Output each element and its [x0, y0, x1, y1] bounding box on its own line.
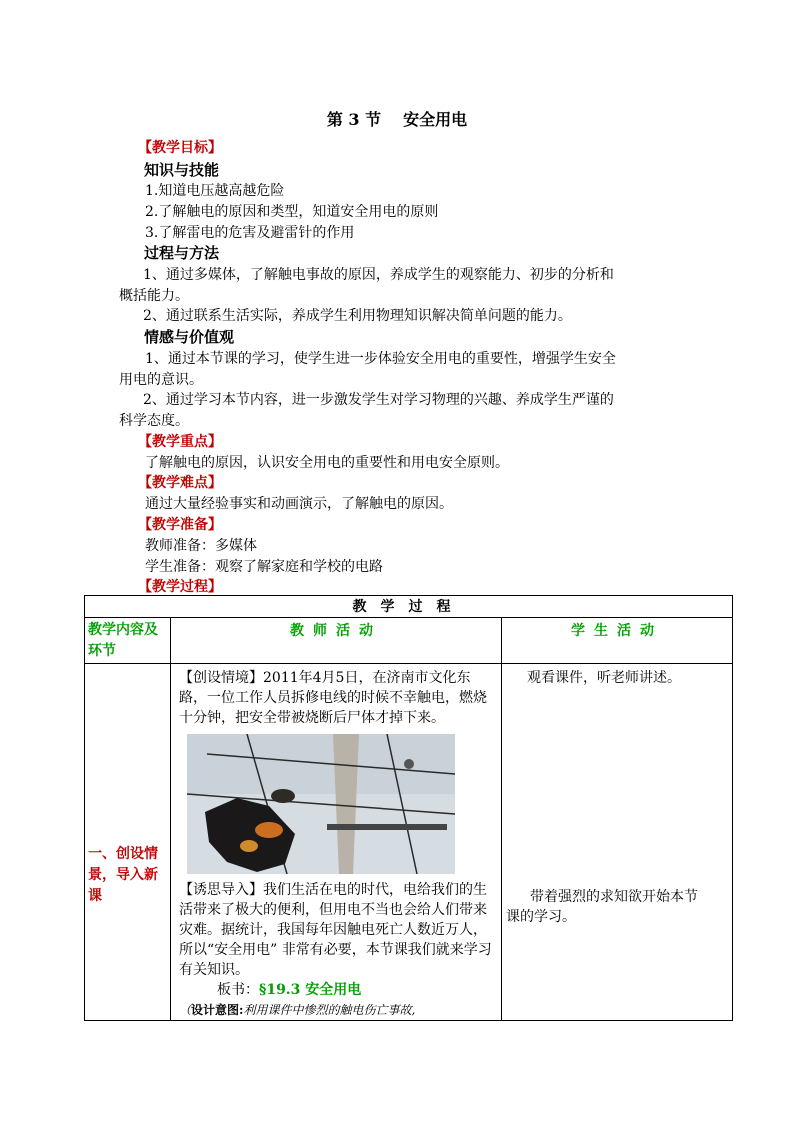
scenario-text: 【创设情境】2011年4月5日，在济南市文化东路，一位工作人员拆修电线的时候不幸触电，燃烧十分钟，把安全带被烧断后尸体才掉下来。: [179, 670, 487, 726]
preparation-heading: 【教学准备】: [138, 517, 222, 533]
knowledge-heading: 知识与技能: [144, 161, 220, 179]
process-section-heading: 【教学过程】: [138, 579, 222, 595]
difficulties-text: 通过大量经验事实和动画演示，了解触电的原因。: [145, 496, 453, 512]
table-title: 教学过程: [85, 596, 733, 618]
student-activity-cell: [502, 664, 733, 1021]
process-para-1-line-2: 概括能力。: [119, 288, 189, 304]
photo-insulator: [404, 759, 414, 769]
col-header-student: 学生活动: [502, 618, 733, 664]
col-header-teacher: 教师活动: [171, 618, 502, 664]
process-para-2: 2、通过联系生活实际，养成学生利用物理知识解决简单问题的能力。: [143, 308, 572, 324]
stage-label: 一、创设情景，导入新课: [85, 664, 171, 1021]
design-intent-line: （设计意图:利用课件中惨烈的触电伤亡事故,: [179, 1003, 416, 1017]
preparation-teacher: 教师准备：多媒体: [145, 538, 257, 554]
photo-sky-upper: [187, 734, 455, 794]
preparation-student: 学生准备：观察了解家庭和学校的电路: [145, 559, 383, 575]
key-points-text: 了解触电的原因，认识安全用电的重要性和用电安全原则。: [145, 455, 509, 471]
knowledge-item-2: 2.了解触电的原因和类型，知道安全用电的原则: [145, 204, 439, 220]
student-activity-1: 观看课件，听老师讲述。: [527, 670, 681, 686]
photo-worker-head: [271, 789, 295, 803]
guide-text: 【诱思导入】我们生活在电的时代，电给我们的生活带来了极大的便利，但用电不当也会给人们带来灾难。据统计，我国每年因触电死亡人数近万人，所以“安全用电” 非常有必要，本节课我们就来学习有关知识。: [179, 882, 492, 978]
process-para-1-line-1: 1、通过多媒体，了解触电事故的原因，养成学生的观察能力、初步的分析和: [143, 267, 614, 283]
difficulties-heading: 【教学难点】: [138, 475, 222, 491]
emotion-para-1-line-1: 1、通过本节课的学习，使学生进一步体验安全用电的重要性，增强学生安全: [145, 351, 616, 367]
board-text: §19.3 安全用电: [259, 982, 362, 998]
knowledge-item-3: 3.了解雷电的危害及避雷针的作用: [145, 225, 355, 241]
objectives-heading: 【教学目标】: [138, 140, 222, 156]
photo-crossarm: [327, 824, 447, 830]
emotion-para-2-line-1: 2、通过学习本节内容，进一步激发学生对学习物理的兴趣、养成学生严谨的: [143, 392, 614, 408]
knowledge-item-1: 1.知道电压越高越危险: [145, 183, 285, 199]
student-activity-2: 带着强烈的求知欲开始本节 课的学习。: [506, 889, 698, 925]
process-heading: 过程与方法: [144, 244, 220, 262]
emotion-para-1-line-2: 用电的意识。: [119, 372, 203, 388]
photo-flame-1: [255, 822, 283, 838]
emotion-para-2-line-2: 科学态度。: [119, 413, 189, 429]
col-header-content: 教学内容及环节: [85, 618, 171, 664]
electrocution-photo: [187, 734, 455, 874]
photo-flame-2: [240, 840, 258, 852]
board-line: 板书：§19.3 安全用电: [217, 982, 362, 998]
teacher-activity-cell: [171, 664, 502, 1021]
page-title: 第 3 节 安全用电: [326, 110, 468, 129]
emotion-heading: 情感与价值观: [144, 328, 235, 346]
key-points-heading: 【教学重点】: [138, 434, 222, 450]
teaching-process-table: [84, 595, 733, 1021]
